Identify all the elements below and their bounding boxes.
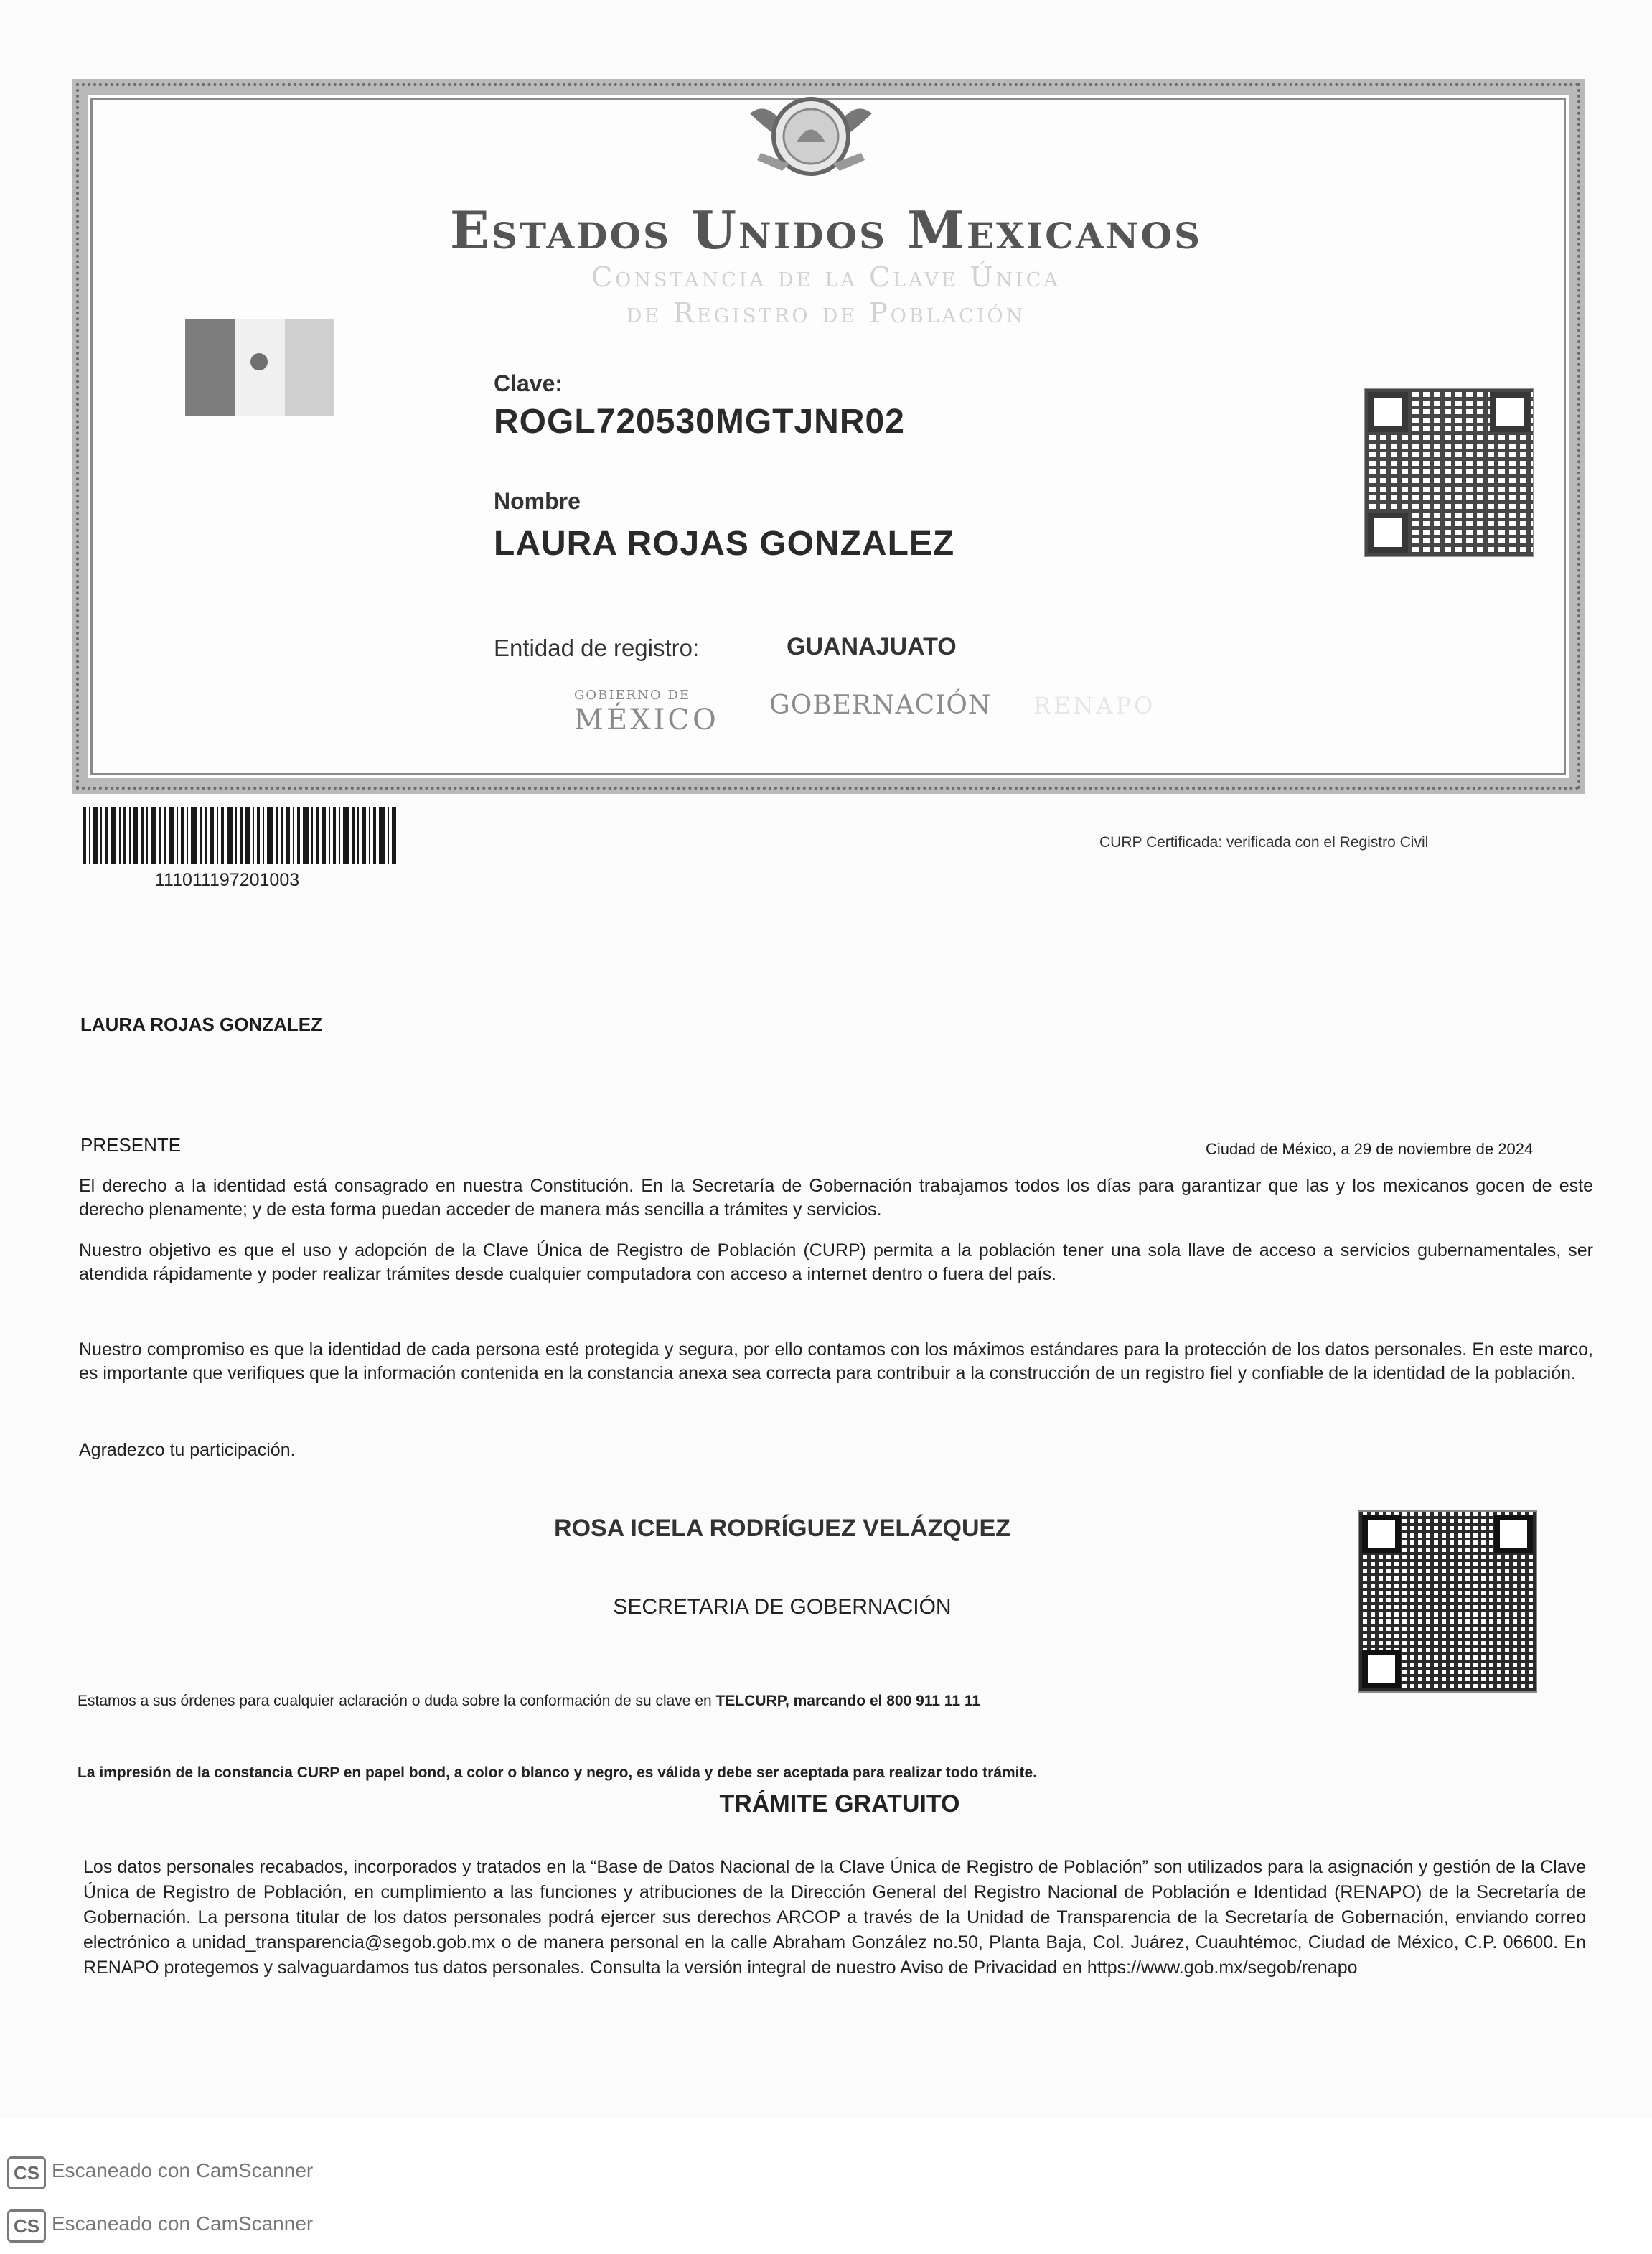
certificate-subtitle-line1: Constancia de la Clave Única: [591, 261, 1061, 293]
letter-paragraph-3: Nuestro compromiso es que la identidad de cada persona esté protegida y segura, por ello contamos con los máximos estándares para la protección de los datos personales. En este marco, es importante que verifiques que la información contenida en la constancia anexa sea correcta para contribuir a la construcción de un registro fiel y confiable de la identidad de la población.: [79, 1339, 1593, 1383]
mexico-flag-icon: [185, 319, 334, 416]
camscanner-logo-2: CS: [7, 2209, 46, 2243]
tramite-gratuito: TRÁMITE GRATUITO: [719, 1790, 960, 1818]
camscanner-logo-1: CS: [7, 2156, 46, 2189]
clave-label: Clave:: [494, 370, 563, 396]
certificate-subtitle-line2: de Registro de Población: [626, 297, 1026, 329]
print-validity-note: La impresión de la constancia CURP en papel bond, a color o blanco y negro, es válida y debe ser aceptada para realizar todo trámite.: [78, 1764, 1038, 1781]
clave-value: ROGL720530MGTJNR02: [494, 403, 905, 441]
certificate-qr-code: [1364, 388, 1534, 557]
telcurp-phone: TELCURP, marcando el 800 911 11 11: [715, 1693, 981, 1709]
barcode-number: 111011197201003: [155, 870, 300, 890]
mexico-text: MÉXICO: [574, 703, 719, 736]
signer-name: ROSA ICELA RODRÍGUEZ VELÁZQUEZ: [554, 1515, 1010, 1542]
telcurp-line: [78, 1693, 980, 1710]
letter-recipient: LAURA ROJAS GONZALEZ: [80, 1014, 323, 1035]
certified-note: CURP Certificada: verificada con el Registro Civil: [1099, 834, 1429, 851]
gobierno-de-text: GOBIERNO DE: [574, 688, 690, 703]
coat-of-arms-seal-icon: [746, 85, 876, 192]
letter-qr-code: [1358, 1510, 1537, 1693]
entidad-value: GUANAJUATO: [787, 633, 957, 660]
camscanner-text-1: Escaneado con CamScanner: [52, 2159, 314, 2181]
nombre-value: LAURA ROJAS GONZALEZ: [494, 525, 955, 563]
entidad-label: Entidad de registro:: [494, 635, 700, 661]
letter-paragraph-2: Nuestro objetivo es que el uso y adopción de la Clave Única de Registro de Población (CURP) permita a la población tener una sola llave de acceso a servicios gubernamentales, ser atendida rápidamente y poder realizar trámites desde cualquier computadora con acceso a internet dentro o fuera del país.: [79, 1240, 1593, 1284]
letter-thanks: Agradezco tu participación.: [79, 1440, 296, 1460]
gobernacion-text: GOBERNACIÓN: [769, 691, 992, 720]
nombre-label: Nombre: [494, 488, 581, 514]
letter-paragraph-1: El derecho a la identidad está consagrado en nuestra Constitución. En la Secretaría de Gobernación trabajamos todos los días para garantizar que las y los mexicanos gocen de este derecho plenamente; y de esta forma puedan acceder de manera más sencilla a trámites y servicios.: [79, 1176, 1593, 1220]
letter-date: Ciudad de México, a 29 de noviembre de 2024: [1206, 1140, 1534, 1158]
telcurp-text: Estamos a sus órdenes para cualquier aclaración o duda sobre la conformación de su clave en: [78, 1693, 712, 1709]
certificate-title: Estados Unidos Mexicanos: [449, 200, 1203, 261]
signer-title: SECRETARIA DE GOBERNACIÓN: [613, 1595, 952, 1619]
renapo-text: RENAPO: [1033, 692, 1156, 719]
privacy-notice: Los datos personales recabados, incorporados y tratados en la “Base de Datos Nacional de la Clave Única de Registro de Población” son utilizados para la asignación y gestión de la Clave Única de Registro de Población, en cumplimiento a las funciones y atribuciones de la Dirección General del Registro Nacional de Población e Identidad (RENAPO) de la Secretaría de Gobernación. La persona titular de los datos personales podrá ejercer sus derechos ARCOP a través de la Unidad de Transparencia de la Secretaría de Gobernación, enviando correo electrónico a unidad_transparencia@segob.gob.mx o de manera personal en la calle Abraham González no.50, Planta Baja, Col. Juárez, Cuauhtémoc, Ciudad de México, C.P. 06600. En RENAPO protegemos y salvaguardamos tus datos personales. Consulta la versión integral de nuestro Aviso de Privacidad en https://www.gob.mx/segob/renapo: [83, 1857, 1586, 1978]
barcode: [83, 807, 398, 864]
presente-label: PRESENTE: [80, 1134, 182, 1156]
camscanner-text-2: Escaneado con CamScanner: [52, 2212, 314, 2235]
